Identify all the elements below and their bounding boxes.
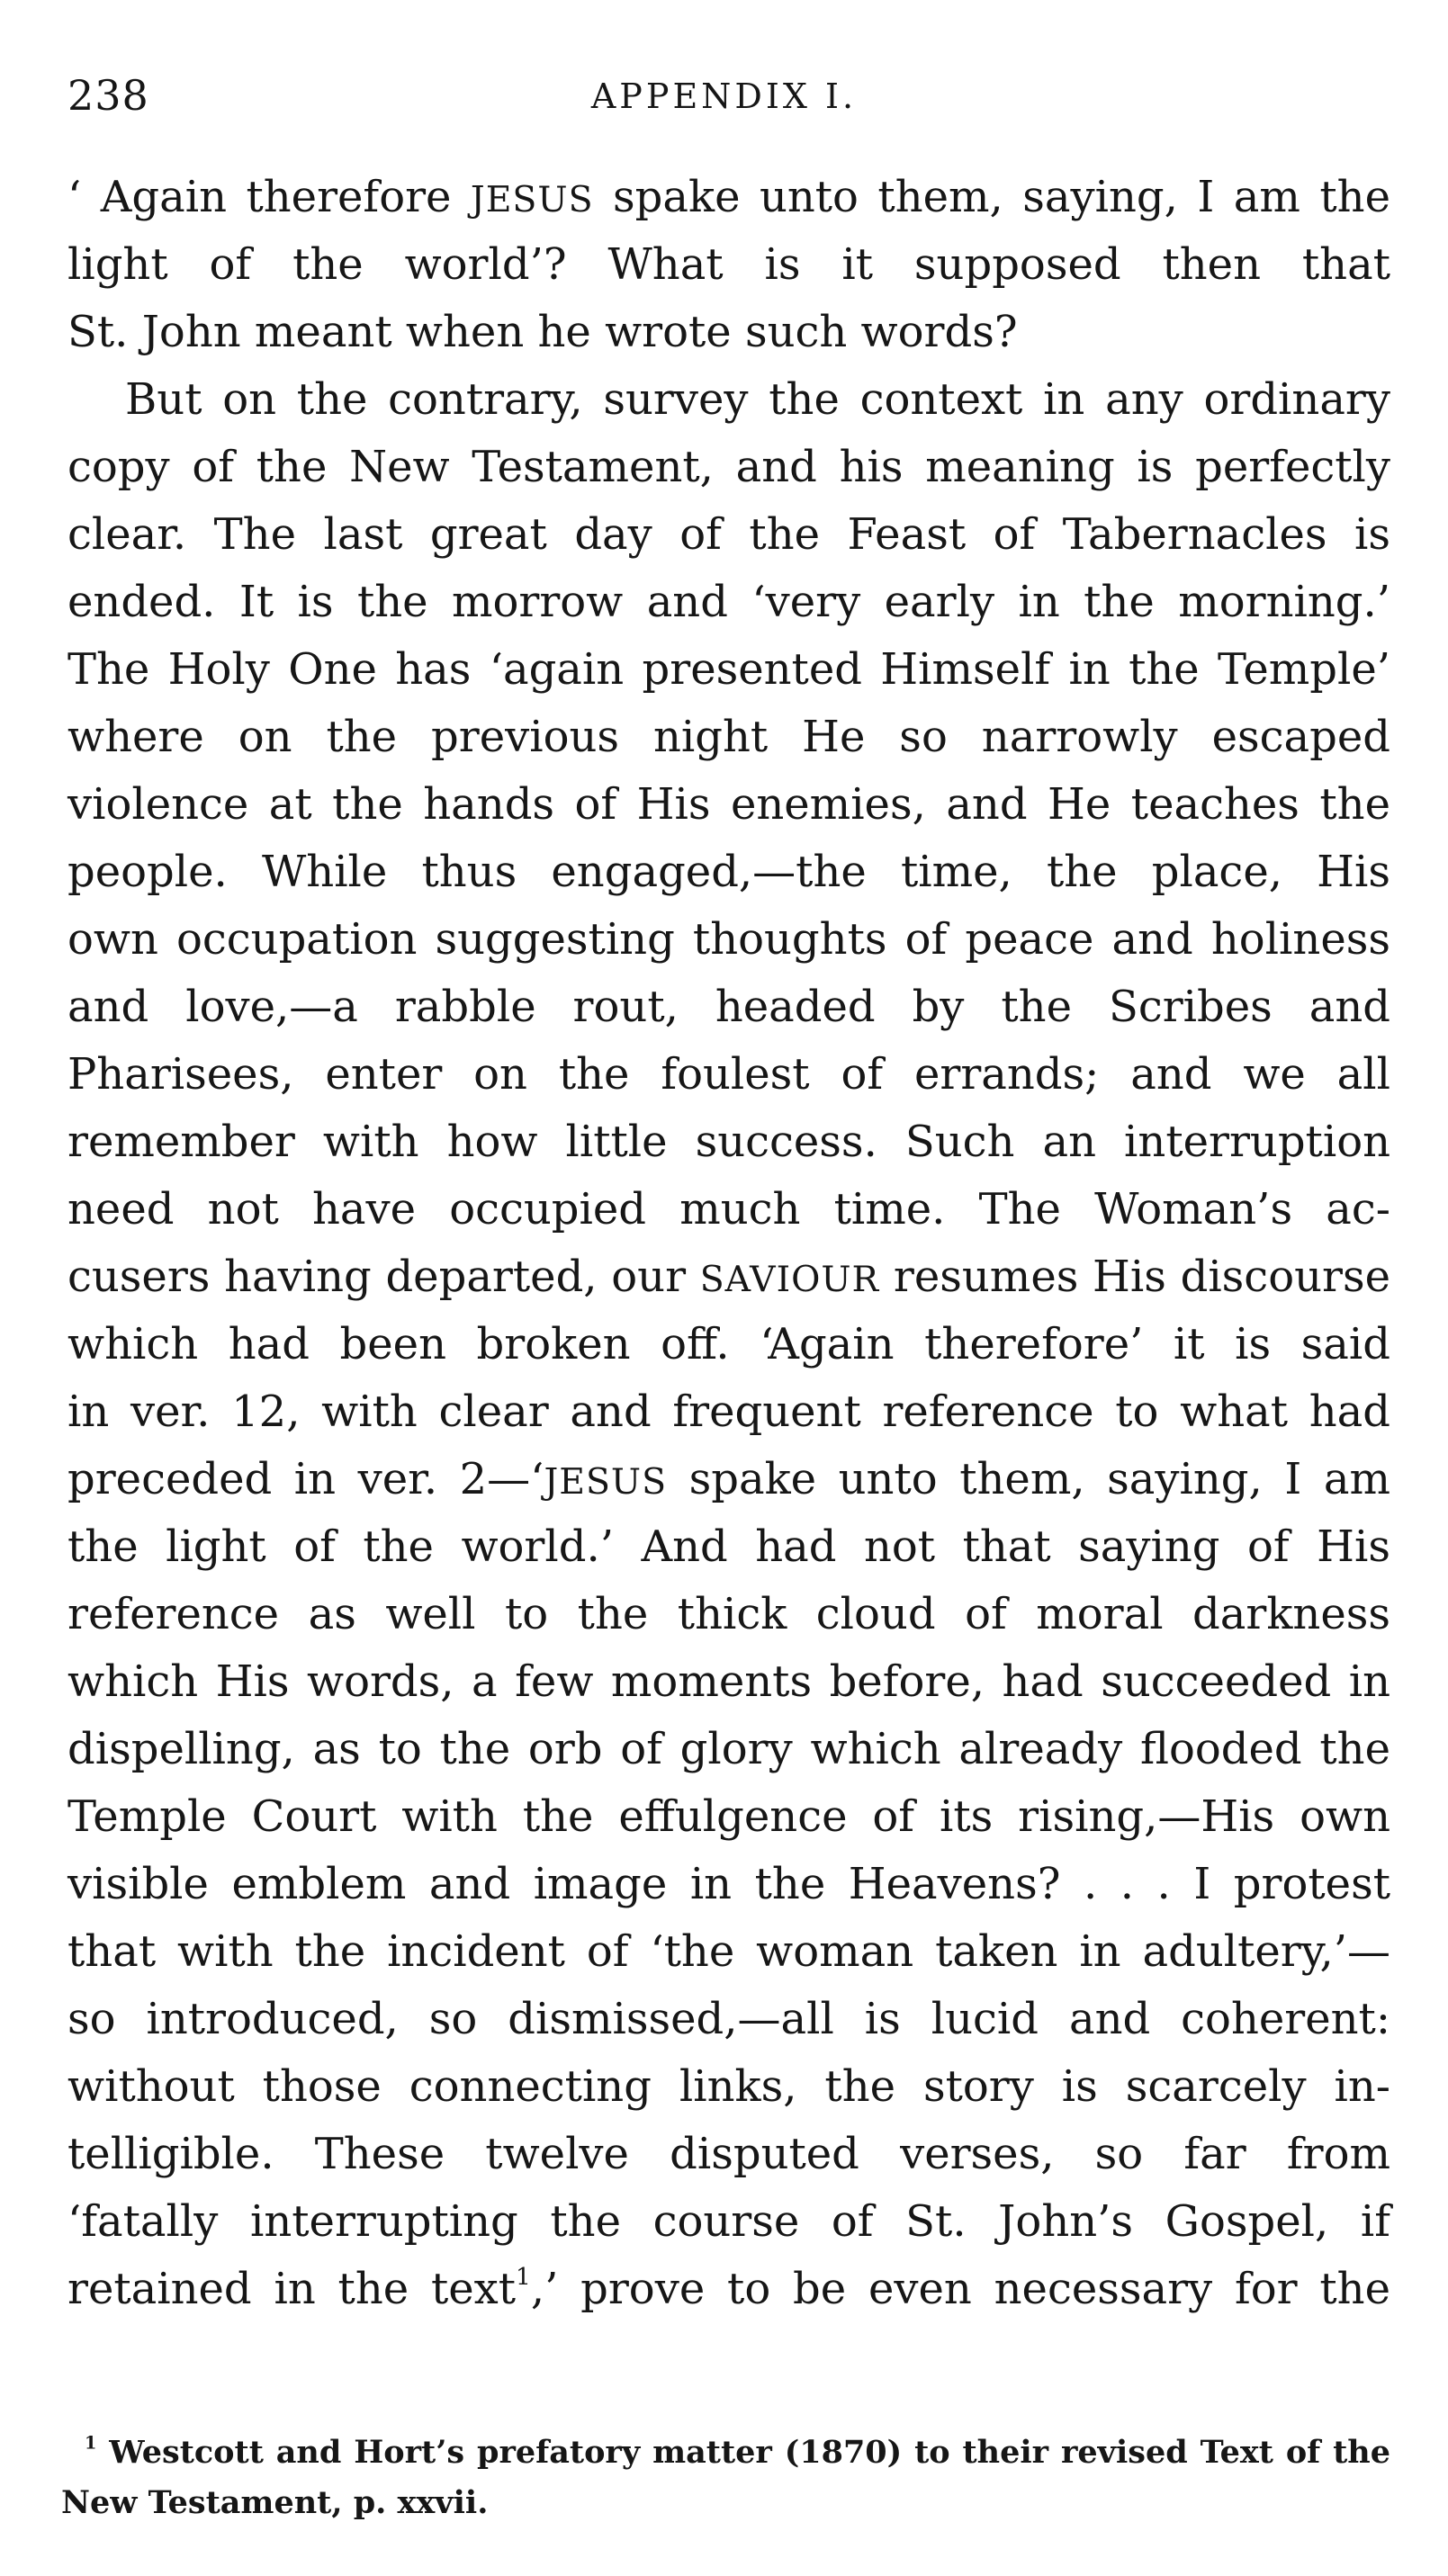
- text-line: cusers having departed, our SAVIOUR resumes His discourse: [67, 1252, 1390, 1302]
- text-line: Pharisees, enter on the foulest of errands; and we all: [67, 1049, 1390, 1100]
- text-line: retained in the text$^1$,’ prove to be even necessary for the: [67, 2262, 1391, 2314]
- text-line: remember with how little success. Such an interruption: [67, 1117, 1390, 1167]
- text-line: St. John meant when he wrote such words?: [67, 307, 1018, 357]
- small-caps-name: JESUS: [544, 1461, 668, 1503]
- text-line: The Holy One has ‘again presented Himself in the Temple’: [67, 644, 1390, 695]
- text-line: Temple Court with the effulgence of its rising,—His own: [67, 1791, 1390, 1842]
- text-line: that with the incident of ‘the woman taken in adultery,’—: [67, 1926, 1390, 1977]
- text-line: need not have occupied much time. The Woman’s ac-: [67, 1184, 1390, 1234]
- text-line: which had been broken off. ‘Again therefore’ it is said: [67, 1319, 1390, 1369]
- footnote-line: $^1$ Westcott and Hort’s prefatory matter (1870) to their revised Text of the: [85, 2432, 1390, 2471]
- footnote-marker: 1: [85, 2432, 97, 2454]
- text-line: the light of the world.’ And had not that saying of His: [67, 1521, 1390, 1572]
- text-line: ‘ Again therefore JESUS spake unto them, saying, I am the: [67, 172, 1390, 222]
- text-line: reference as well to the thick cloud of moral darkness: [67, 1589, 1390, 1639]
- footnote-line: New Testament, p. xxvii.: [61, 2484, 489, 2521]
- text-line: so introduced, so dismissed,—all is lucid and coherent:: [67, 1994, 1390, 2044]
- text-line: violence at the hands of His enemies, and He teaches the: [67, 779, 1390, 830]
- text-line: and love,—a rabble rout, headed by the Scribes and: [67, 982, 1390, 1032]
- text-line: in ver. 12, with clear and frequent reference to what had: [67, 1387, 1390, 1437]
- body-text: [67, 164, 1390, 2323]
- text-line: light of the world’? What is it supposed then that: [67, 239, 1390, 290]
- paragraph-start-line: But on the contrary, survey the context in any ordinary: [125, 374, 1390, 425]
- text-line: without those connecting links, the story is scarcely in-: [67, 2061, 1390, 2112]
- small-caps-name: SAVIOUR: [699, 1259, 880, 1300]
- page-number: 238: [67, 71, 149, 120]
- text-line: ‘fatally interrupting the course of St. John’s Gospel, if: [67, 2196, 1390, 2247]
- text-line: ended. It is the morrow and ‘very early in the morning.’: [67, 577, 1390, 627]
- text-line: own occupation suggesting thoughts of peace and holiness: [67, 914, 1390, 965]
- text-line: which His words, a few moments before, had succeeded in: [67, 1656, 1390, 1707]
- running-head: APPENDIX I.: [590, 76, 858, 116]
- footnote-reference: 1: [516, 2262, 531, 2291]
- page-header: [67, 70, 1381, 124]
- text-line: visible emblem and image in the Heavens? . . . I protest: [67, 1859, 1390, 1909]
- text-line: clear. The last great day of the Feast of Tabernacles is: [67, 509, 1390, 560]
- small-caps-name: JESUS: [470, 179, 594, 220]
- text-line: people. While thus engaged,—the time, the place, His: [67, 847, 1390, 897]
- text-line: where on the previous night He so narrowly escaped: [67, 712, 1390, 762]
- text-line: dispelling, as to the orb of glory which already flooded the: [67, 1724, 1390, 1774]
- text-line: telligible. These twelve disputed verses, so far from: [67, 2129, 1390, 2179]
- text-line: preceded in ver. 2—‘JESUS spake unto them, saying, I am: [67, 1454, 1391, 1504]
- footnotes: [61, 2428, 1390, 2528]
- text-line: copy of the New Testament, and his meaning is perfectly: [67, 442, 1390, 492]
